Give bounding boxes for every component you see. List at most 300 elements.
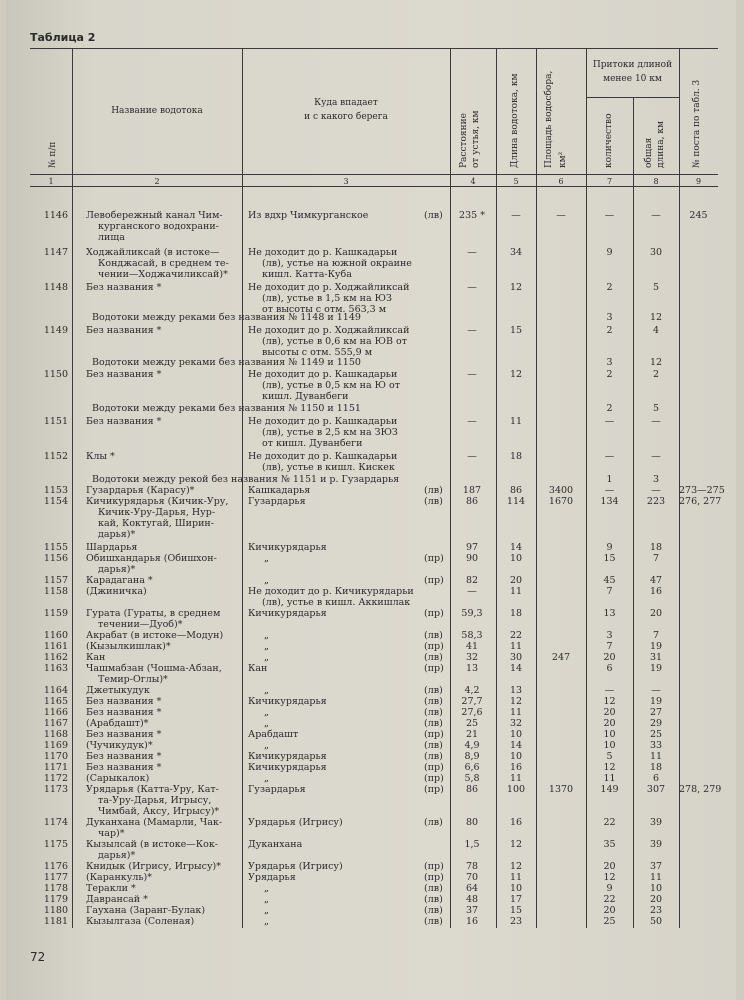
tributary-total-length: 12 bbox=[649, 357, 663, 368]
bank-side: (лв) bbox=[424, 652, 443, 663]
watercourse-name: Обишхандарья (Обишхон- bbox=[86, 553, 217, 564]
header-col-number: № п/п bbox=[48, 141, 58, 168]
tributary-total-length: 20 bbox=[649, 894, 663, 905]
tributary-total-length: 16 bbox=[649, 586, 663, 597]
length-km: 12 bbox=[509, 839, 523, 850]
row-number: 1158 bbox=[43, 586, 68, 597]
watercourse-name: Джетыкудук bbox=[86, 685, 150, 696]
tributary-total-length: 6 bbox=[652, 773, 660, 784]
mouth-description: „ bbox=[264, 740, 269, 751]
watercourse-name: Без названия * bbox=[86, 416, 162, 427]
tributary-total-length: 11 bbox=[649, 751, 663, 762]
row-number: 1164 bbox=[43, 685, 68, 696]
group-caption: Водотоки между реками без названия № 1150 и 1151 bbox=[92, 403, 361, 414]
mouth-description: от высоты с отм. 563,3 м bbox=[262, 304, 387, 315]
header-total-length-1: общая bbox=[644, 137, 654, 168]
mouth-description: Не доходит до р. Кашкадарьи bbox=[248, 451, 398, 462]
tributary-count: 35 bbox=[603, 839, 616, 850]
mouth-description: (лв), устье на южной окраине bbox=[262, 258, 412, 269]
bank-side: (пр) bbox=[424, 641, 444, 652]
colnum-6: 6 bbox=[558, 177, 564, 186]
distance-from-mouth: 4,2 bbox=[464, 685, 480, 696]
distance-from-mouth: — bbox=[467, 247, 477, 258]
distance-from-mouth: — bbox=[467, 451, 477, 462]
mouth-description: „ bbox=[264, 630, 269, 641]
tributary-count: — bbox=[604, 451, 615, 462]
row-number: 1163 bbox=[43, 663, 68, 674]
watercourse-name: Кызылгаза (Соленая) bbox=[86, 916, 195, 927]
mouth-description: Урядарья (Игрису) bbox=[248, 861, 343, 872]
tributary-count: 3 bbox=[606, 357, 613, 368]
header-length: Длина водотока, км bbox=[510, 73, 520, 168]
tributary-count: 20 bbox=[603, 652, 616, 663]
bank-side: (пр) bbox=[424, 784, 444, 795]
bank-side: (пр) bbox=[424, 608, 444, 619]
length-km: 12 bbox=[509, 369, 523, 380]
length-km: 16 bbox=[509, 762, 523, 773]
watercourse-name: Без названия * bbox=[86, 762, 162, 773]
distance-from-mouth: 78 bbox=[465, 861, 479, 872]
tributary-total-length: 25 bbox=[649, 729, 663, 740]
mouth-description: Кичикурядарья bbox=[248, 751, 327, 762]
watercourse-name: Кызылсай (в истоке—Кок- bbox=[86, 839, 219, 850]
row-number: 1166 bbox=[43, 707, 68, 718]
bank-side: (лв) bbox=[424, 485, 443, 496]
table-label: Таблица 2 bbox=[30, 31, 96, 44]
row-number: 1161 bbox=[43, 641, 68, 652]
bank-side: (лв) bbox=[424, 916, 443, 927]
tributary-count: — bbox=[604, 485, 615, 496]
mouth-description: „ bbox=[264, 718, 269, 729]
length-km: 10 bbox=[509, 883, 523, 894]
tributary-total-length: 5 bbox=[652, 282, 660, 293]
bank-side: (лв) bbox=[424, 740, 443, 751]
length-km: 12 bbox=[509, 861, 523, 872]
colnum-8: 8 bbox=[653, 177, 659, 186]
length-km: 11 bbox=[509, 707, 523, 718]
row-number: 1153 bbox=[43, 485, 68, 496]
row-number: 1165 bbox=[43, 696, 68, 707]
tributary-count: 2 bbox=[606, 403, 613, 414]
length-km: 18 bbox=[509, 608, 523, 619]
mouth-description: „ bbox=[264, 773, 269, 784]
header-total-length-2: длина, км bbox=[656, 121, 666, 168]
length-km: 10 bbox=[509, 553, 523, 564]
tributary-count: 20 bbox=[603, 707, 616, 718]
watercourse-name: (Арабдашт)* bbox=[86, 718, 149, 729]
book-page bbox=[6, 0, 736, 1000]
tributary-count: 45 bbox=[603, 575, 616, 586]
mouth-description: „ bbox=[264, 641, 269, 652]
watercourse-name: та-Уру-Дарья, Игрысу, bbox=[98, 795, 212, 806]
tributary-count: 15 bbox=[603, 553, 616, 564]
group-caption: Водотоки между рекой без названия № 1151 и р. Гузардарья bbox=[92, 474, 400, 485]
tributary-total-length: 23 bbox=[649, 905, 663, 916]
tributary-count: 22 bbox=[603, 894, 616, 905]
length-km: 14 bbox=[509, 542, 523, 553]
watercourse-name: Карадагана * bbox=[86, 575, 153, 586]
mouth-description: Не доходит до р. Кашкадарьи bbox=[248, 369, 398, 380]
row-number: 1146 bbox=[43, 210, 68, 221]
mouth-description: Не доходит до р. Кичикурядарьи bbox=[248, 586, 414, 597]
watercourse-name: дарья)* bbox=[98, 564, 136, 575]
distance-from-mouth: 86 bbox=[465, 496, 479, 507]
mouth-description: Дуканхана bbox=[248, 839, 303, 850]
row-number: 1160 bbox=[43, 630, 68, 641]
header-area-2: км² bbox=[558, 151, 568, 168]
tributary-total-length: — bbox=[651, 416, 661, 427]
mouth-description: Не доходит до р. Кашкадарьи bbox=[248, 247, 398, 258]
colnum-rule bbox=[30, 186, 718, 187]
watercourse-name: (Джиничка) bbox=[86, 586, 147, 597]
mouth-description: (лв), устье в 0,5 км на Ю от bbox=[262, 380, 401, 391]
mouth-description: „ bbox=[264, 883, 269, 894]
tributary-total-length: 11 bbox=[649, 872, 663, 883]
tributary-total-length: 37 bbox=[649, 861, 663, 872]
tributary-count: 5 bbox=[606, 751, 613, 762]
tributary-count: 20 bbox=[603, 905, 616, 916]
mouth-description: кишл. Катта-Куба bbox=[262, 269, 352, 280]
mouth-description: Арабдашт bbox=[248, 729, 299, 740]
watercourse-name: Книдык (Игрису, Игрысу)* bbox=[86, 861, 221, 872]
tributary-total-length: — bbox=[651, 451, 661, 462]
watercourse-name: Без названия * bbox=[86, 729, 162, 740]
watercourse-name: чении—Ходжачиликсай)* bbox=[98, 269, 228, 280]
bank-side: (лв) bbox=[424, 751, 443, 762]
watercourse-name: кай, Коктугай, Ширин- bbox=[98, 518, 214, 529]
tributary-count: 13 bbox=[603, 608, 616, 619]
row-number: 1175 bbox=[43, 839, 68, 850]
watercourse-name: (Кызылкишлак)* bbox=[86, 641, 171, 652]
mouth-description: (лв), устье в 2,5 км на ЗЮЗ bbox=[262, 427, 398, 438]
tributary-total-length: — bbox=[651, 485, 661, 496]
tributary-count: 10 bbox=[603, 740, 616, 751]
catchment-area: — bbox=[556, 210, 566, 221]
tributary-total-length: 19 bbox=[649, 641, 663, 652]
tributary-total-length: 307 bbox=[646, 784, 666, 795]
bank-side: (пр) bbox=[424, 872, 444, 883]
tributary-count: 12 bbox=[603, 872, 616, 883]
tributary-count: 9 bbox=[606, 542, 613, 553]
row-number: 1176 bbox=[43, 861, 68, 872]
colnum-1: 1 bbox=[48, 177, 54, 186]
tributary-total-length: 223 bbox=[646, 496, 666, 507]
tributary-count: 20 bbox=[603, 718, 616, 729]
mouth-description: Кан bbox=[248, 663, 268, 674]
row-number: 1159 bbox=[43, 608, 68, 619]
distance-from-mouth: 82 bbox=[465, 575, 479, 586]
distance-from-mouth: 13 bbox=[465, 663, 479, 674]
tributary-total-length: 47 bbox=[649, 575, 663, 586]
header-post-number: № поста по табл. 3 bbox=[692, 79, 702, 168]
distance-from-mouth: — bbox=[467, 325, 477, 336]
post-number: 245 bbox=[689, 210, 708, 221]
colnum-9: 9 bbox=[695, 177, 702, 186]
bank-side: (лв) bbox=[424, 894, 443, 905]
mouth-description: высоты с отм. 555,9 м bbox=[262, 347, 373, 358]
length-km: 20 bbox=[509, 575, 523, 586]
mouth-description: Не доходит до р. Ходжайликсай bbox=[248, 282, 410, 293]
length-km: 12 bbox=[509, 696, 523, 707]
row-number: 1181 bbox=[43, 916, 68, 927]
row-number: 1154 bbox=[43, 496, 68, 507]
tributary-count: 3 bbox=[606, 630, 613, 641]
distance-from-mouth: 16 bbox=[465, 916, 479, 927]
tributary-count: 7 bbox=[606, 586, 613, 597]
watercourse-name: Клы * bbox=[86, 451, 115, 462]
row-number: 1147 bbox=[43, 247, 68, 258]
tributary-count: 12 bbox=[603, 762, 616, 773]
watercourse-name: Чашмабзан (Чошма-Абзан, bbox=[86, 663, 222, 674]
row-number: 1148 bbox=[43, 282, 68, 293]
watercourse-name: (Чучикудук)* bbox=[86, 740, 153, 751]
tributary-count: — bbox=[604, 210, 615, 221]
group-caption: Водотоки между реками без названия № 1148 и 1149 bbox=[92, 312, 361, 323]
tributary-total-length: 5 bbox=[652, 403, 660, 414]
bank-side: (пр) bbox=[424, 729, 444, 740]
row-number: 1157 bbox=[43, 575, 68, 586]
tributary-total-length: 2 bbox=[652, 369, 660, 380]
bank-side: (пр) bbox=[424, 762, 444, 773]
tributary-count: 9 bbox=[606, 883, 613, 894]
watercourse-name: Чимбай, Аксу, Игрысу)* bbox=[98, 806, 220, 817]
header-area-1: Площадь водосбора, bbox=[544, 70, 554, 168]
tributary-count: 9 bbox=[606, 247, 613, 258]
row-number: 1155 bbox=[43, 542, 68, 553]
row-number: 1152 bbox=[43, 451, 68, 462]
watercourse-name: течении—Дуоб)* bbox=[98, 619, 183, 630]
header-into-1: Куда впадает bbox=[314, 98, 378, 108]
tributary-total-length: 18 bbox=[649, 542, 663, 553]
mouth-description: Гузардарья bbox=[248, 496, 306, 507]
mouth-description: „ bbox=[264, 916, 269, 927]
catchment-area: 247 bbox=[551, 652, 571, 663]
bank-side: (лв) bbox=[424, 685, 443, 696]
watercourse-name: (Сарыкалок) bbox=[86, 773, 150, 784]
header-bottom-rule bbox=[30, 174, 718, 175]
length-km: 23 bbox=[509, 916, 523, 927]
row-number: 1156 bbox=[43, 553, 68, 564]
length-km: 22 bbox=[509, 630, 523, 641]
tributary-count: 12 bbox=[603, 696, 616, 707]
tributary-count: 149 bbox=[600, 784, 619, 795]
header-distance-2: от устья, км bbox=[471, 110, 481, 168]
bank-side: (лв) bbox=[424, 210, 443, 221]
tributary-total-length: — bbox=[651, 685, 661, 696]
mouth-description: Гузардарья bbox=[248, 784, 306, 795]
tributary-total-length: 3 bbox=[652, 474, 660, 485]
watercourse-name: Без названия * bbox=[86, 696, 162, 707]
mouth-description: „ bbox=[264, 905, 269, 916]
watercourse-name: (Каранкуль)* bbox=[86, 872, 152, 883]
distance-from-mouth: — bbox=[467, 586, 477, 597]
tributary-total-length: 4 bbox=[652, 325, 660, 336]
distance-from-mouth: 37 bbox=[465, 905, 479, 916]
mouth-description: „ bbox=[264, 707, 269, 718]
length-km: 14 bbox=[509, 740, 523, 751]
distance-from-mouth: 187 bbox=[462, 485, 482, 496]
tributary-total-length: 30 bbox=[649, 247, 663, 258]
distance-from-mouth: 41 bbox=[465, 641, 479, 652]
length-km: 86 bbox=[509, 485, 523, 496]
mouth-description: Из вдхр Чимкурганское bbox=[248, 210, 369, 221]
bank-side: (лв) bbox=[424, 707, 443, 718]
length-km: 13 bbox=[509, 685, 523, 696]
mouth-description: Кичикурядарья bbox=[248, 696, 327, 707]
distance-from-mouth: 97 bbox=[465, 542, 479, 553]
tributary-total-length: 7 bbox=[652, 553, 660, 564]
bank-side: (лв) bbox=[424, 696, 443, 707]
tributary-total-length: 20 bbox=[649, 608, 663, 619]
row-number: 1179 bbox=[43, 894, 68, 905]
watercourse-name: лища bbox=[98, 232, 125, 243]
bank-side: (пр) bbox=[424, 773, 444, 784]
tributary-count: 20 bbox=[603, 861, 616, 872]
mouth-description: Урядарья bbox=[248, 872, 296, 883]
catchment-area: 3400 bbox=[548, 485, 574, 496]
tributary-count: 7 bbox=[606, 641, 613, 652]
row-number: 1180 bbox=[43, 905, 68, 916]
row-number: 1172 bbox=[43, 773, 68, 784]
row-number: 1171 bbox=[43, 762, 68, 773]
tributary-total-length: 19 bbox=[649, 696, 663, 707]
group-caption: Водотоки между реками без названия № 1149 и 1150 bbox=[92, 357, 361, 368]
row-number: 1170 bbox=[43, 751, 68, 762]
tributary-total-length: 33 bbox=[649, 740, 663, 751]
header-tributaries-2: менее 10 км bbox=[603, 74, 662, 84]
mouth-description: Кичикурядарья bbox=[248, 762, 327, 773]
header-into-2: и с какого берега bbox=[304, 112, 388, 122]
watercourse-name: Гурата (Гураты, в среднем bbox=[86, 608, 221, 619]
length-km: 11 bbox=[509, 416, 523, 427]
watercourse-name: Теракли * bbox=[86, 883, 136, 894]
tributary-total-length: 10 bbox=[649, 883, 663, 894]
header-count: количество bbox=[604, 113, 614, 168]
post-number: 273—275 bbox=[679, 485, 725, 496]
distance-from-mouth: 1,5 bbox=[464, 839, 480, 850]
tributary-count: 1 bbox=[606, 474, 613, 485]
distance-from-mouth: 235 * bbox=[459, 210, 485, 221]
distance-from-mouth: 27,7 bbox=[461, 696, 483, 707]
length-km: — bbox=[511, 210, 521, 221]
post-number: 278, 279 bbox=[679, 784, 722, 795]
tributary-count: 2 bbox=[606, 282, 613, 293]
length-km: 10 bbox=[509, 751, 523, 762]
tributary-count: 10 bbox=[603, 729, 616, 740]
watercourse-name: Без названия * bbox=[86, 282, 162, 293]
watercourse-name: Без названия * bbox=[86, 369, 162, 380]
tributary-count: — bbox=[604, 685, 615, 696]
mouth-description: Не доходит до р. Кашкадарьи bbox=[248, 416, 398, 427]
distance-from-mouth: 32 bbox=[465, 652, 479, 663]
length-km: 16 bbox=[509, 817, 523, 828]
mouth-description: „ bbox=[264, 685, 269, 696]
distance-from-mouth: 64 bbox=[465, 883, 479, 894]
tributary-count: 2 bbox=[606, 325, 613, 336]
tributary-count: 3 bbox=[606, 312, 613, 323]
distance-from-mouth: 27,6 bbox=[461, 707, 483, 718]
bank-side: (лв) bbox=[424, 905, 443, 916]
watercourse-name: Акрабат (в истоке—Модун) bbox=[86, 630, 224, 641]
row-number: 1167 bbox=[43, 718, 68, 729]
tributary-total-length: 7 bbox=[652, 630, 660, 641]
length-km: 11 bbox=[509, 872, 523, 883]
watercourse-name: Без названия * bbox=[86, 707, 162, 718]
tributary-total-length: 29 bbox=[649, 718, 663, 729]
length-km: 30 bbox=[509, 652, 523, 663]
row-number: 1173 bbox=[43, 784, 68, 795]
tributary-count: 2 bbox=[606, 369, 613, 380]
length-km: 12 bbox=[509, 282, 523, 293]
tributary-total-length: 39 bbox=[649, 817, 663, 828]
colnum-7: 7 bbox=[606, 177, 613, 186]
row-number: 1151 bbox=[43, 416, 68, 427]
tributary-count: — bbox=[604, 416, 615, 427]
watercourse-name: Без названия * bbox=[86, 751, 162, 762]
bank-side: (пр) bbox=[424, 861, 444, 872]
tributary-total-length: 27 bbox=[649, 707, 663, 718]
distance-from-mouth: — bbox=[467, 416, 477, 427]
distance-from-mouth: 70 bbox=[465, 872, 479, 883]
watercourse-name: Кичик-Уру-Дарья, Нур- bbox=[98, 507, 216, 518]
length-km: 114 bbox=[506, 496, 526, 507]
length-km: 11 bbox=[509, 641, 523, 652]
bank-side: (лв) bbox=[424, 630, 443, 641]
colnum-2: 2 bbox=[154, 177, 160, 186]
bank-side: (лв) bbox=[424, 817, 443, 828]
mouth-description: Кичикурядарья bbox=[248, 542, 327, 553]
length-km: 15 bbox=[509, 905, 523, 916]
distance-from-mouth: 5,8 bbox=[464, 773, 480, 784]
watercourse-name: Конджасай, в среднем те- bbox=[98, 258, 229, 269]
length-km: 15 bbox=[509, 325, 523, 336]
distance-from-mouth: 58,3 bbox=[461, 630, 483, 641]
mouth-description: Кашкадарья bbox=[248, 485, 311, 496]
tributary-total-length: 19 bbox=[649, 663, 663, 674]
length-km: 34 bbox=[509, 247, 523, 258]
watercourse-name: Урядарья (Катта-Уру, Кат- bbox=[86, 784, 219, 795]
bank-side: (пр) bbox=[424, 553, 444, 564]
length-km: 11 bbox=[509, 773, 523, 784]
distance-from-mouth: — bbox=[467, 369, 477, 380]
header-distance-1: Расстояние bbox=[459, 113, 469, 168]
distance-from-mouth: 25 bbox=[465, 718, 479, 729]
mouth-description: „ bbox=[264, 553, 269, 564]
mouth-description: Урядарья (Игрису) bbox=[248, 817, 343, 828]
row-number: 1168 bbox=[43, 729, 68, 740]
mouth-description: (лв), устье в 0,6 км на ЮВ от bbox=[262, 336, 407, 347]
tributary-total-length: 12 bbox=[649, 312, 663, 323]
bank-side: (лв) bbox=[424, 718, 443, 729]
watercourse-name: Даврансай * bbox=[86, 894, 148, 905]
header-name: Название водотока bbox=[111, 106, 203, 116]
row-number: 1149 bbox=[43, 325, 68, 336]
watercourse-name: Без названия * bbox=[86, 325, 162, 336]
bank-side: (лв) bbox=[424, 883, 443, 894]
distance-from-mouth: 21 bbox=[465, 729, 479, 740]
watercourse-name: Кичикурядарья (Кичик-Уру, bbox=[86, 496, 229, 507]
tributary-count: 11 bbox=[603, 773, 616, 784]
length-km: 17 bbox=[509, 894, 523, 905]
watercourse-name: Гузардарья (Карасу)* bbox=[86, 485, 195, 496]
mouth-description: от кишл. Дуванбеги bbox=[262, 438, 363, 449]
row-number: 1177 bbox=[43, 872, 68, 883]
tributary-total-length: 18 bbox=[649, 762, 663, 773]
watercourse-name: дарья)* bbox=[98, 529, 136, 540]
row-number: 1169 bbox=[43, 740, 68, 751]
bank-side: (пр) bbox=[424, 663, 444, 674]
catchment-area: 1670 bbox=[548, 496, 574, 507]
